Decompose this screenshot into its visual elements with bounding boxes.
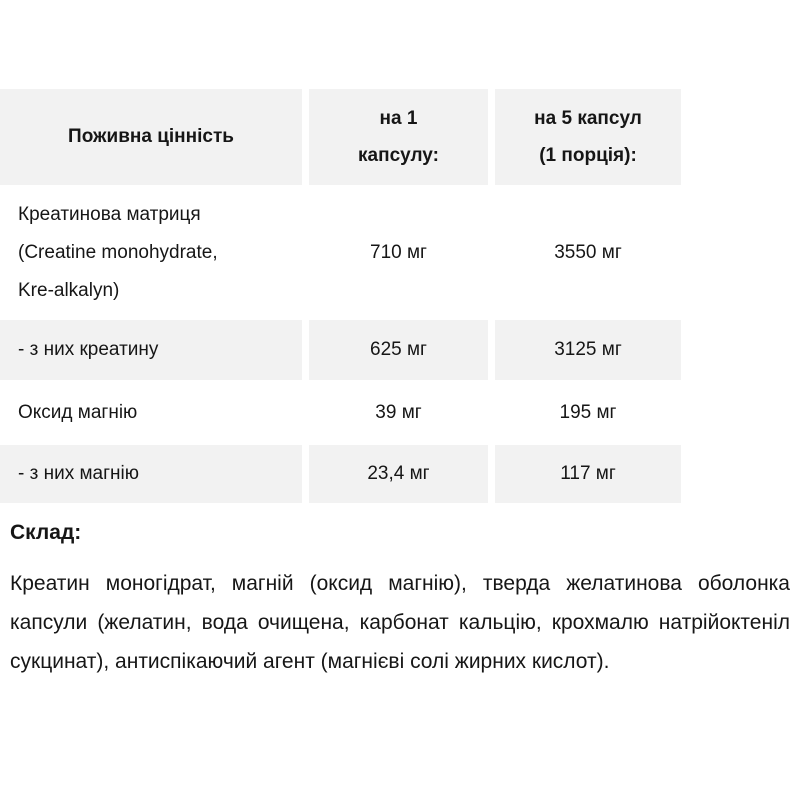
ingredient-name-line: Kre-alkalyn) [18,279,120,301]
table-row [0,320,681,380]
per-serving-value: 195 мг [495,380,681,445]
header-cell-per-capsule [309,89,488,185]
header-label: Поживна цінність [68,126,234,147]
ingredient-name-line: Оксид магнію [18,401,138,423]
ingredient-name-cell [0,185,302,320]
ingredient-name-line: - з них магнію [18,463,140,484]
per-serving-value: 117 мг [495,445,681,503]
ingredient-name-cell [0,445,302,503]
per-serving-value: 3550 мг [495,185,681,320]
ingredient-name-line: Креатинова матриця [18,203,201,225]
per-capsule-value: 625 мг [309,320,488,380]
header-label-line: на 5 капсул [534,108,642,129]
nutrition-table [0,89,681,503]
header-cell-per-serving [495,89,681,185]
per-serving-value: 3125 мг [495,320,681,380]
ingredient-name-line: (Creatine monohydrate, [18,241,218,263]
per-capsule-value: 23,4 мг [309,445,488,503]
table-row [0,445,681,503]
header-label-line: капсулу: [358,145,439,166]
header-label-line: (1 порція): [539,145,637,166]
ingredient-name-cell [0,380,302,445]
ingredient-name-cell [0,320,302,380]
table-row [0,380,681,445]
table-row [0,185,681,320]
per-capsule-value: 39 мг [309,380,488,445]
header-label-line: на 1 [379,108,418,129]
ingredient-name-line: - з них креатину [18,339,159,360]
header-cell-nutrition-value [0,89,302,185]
composition-text: Креатин моногідрат, магній (оксид магнію), тверда желатинова оболонка капсули (желатин, вода очищена, карбонат кальцію, крохмалю натрійоктеніл сукцинат), антиспікаючий агент (магнієві солі жирних кислот). [10,572,790,673]
per-capsule-value: 710 мг [309,185,488,320]
composition-heading: Склад: [10,521,82,544]
table-header-row [0,89,681,185]
